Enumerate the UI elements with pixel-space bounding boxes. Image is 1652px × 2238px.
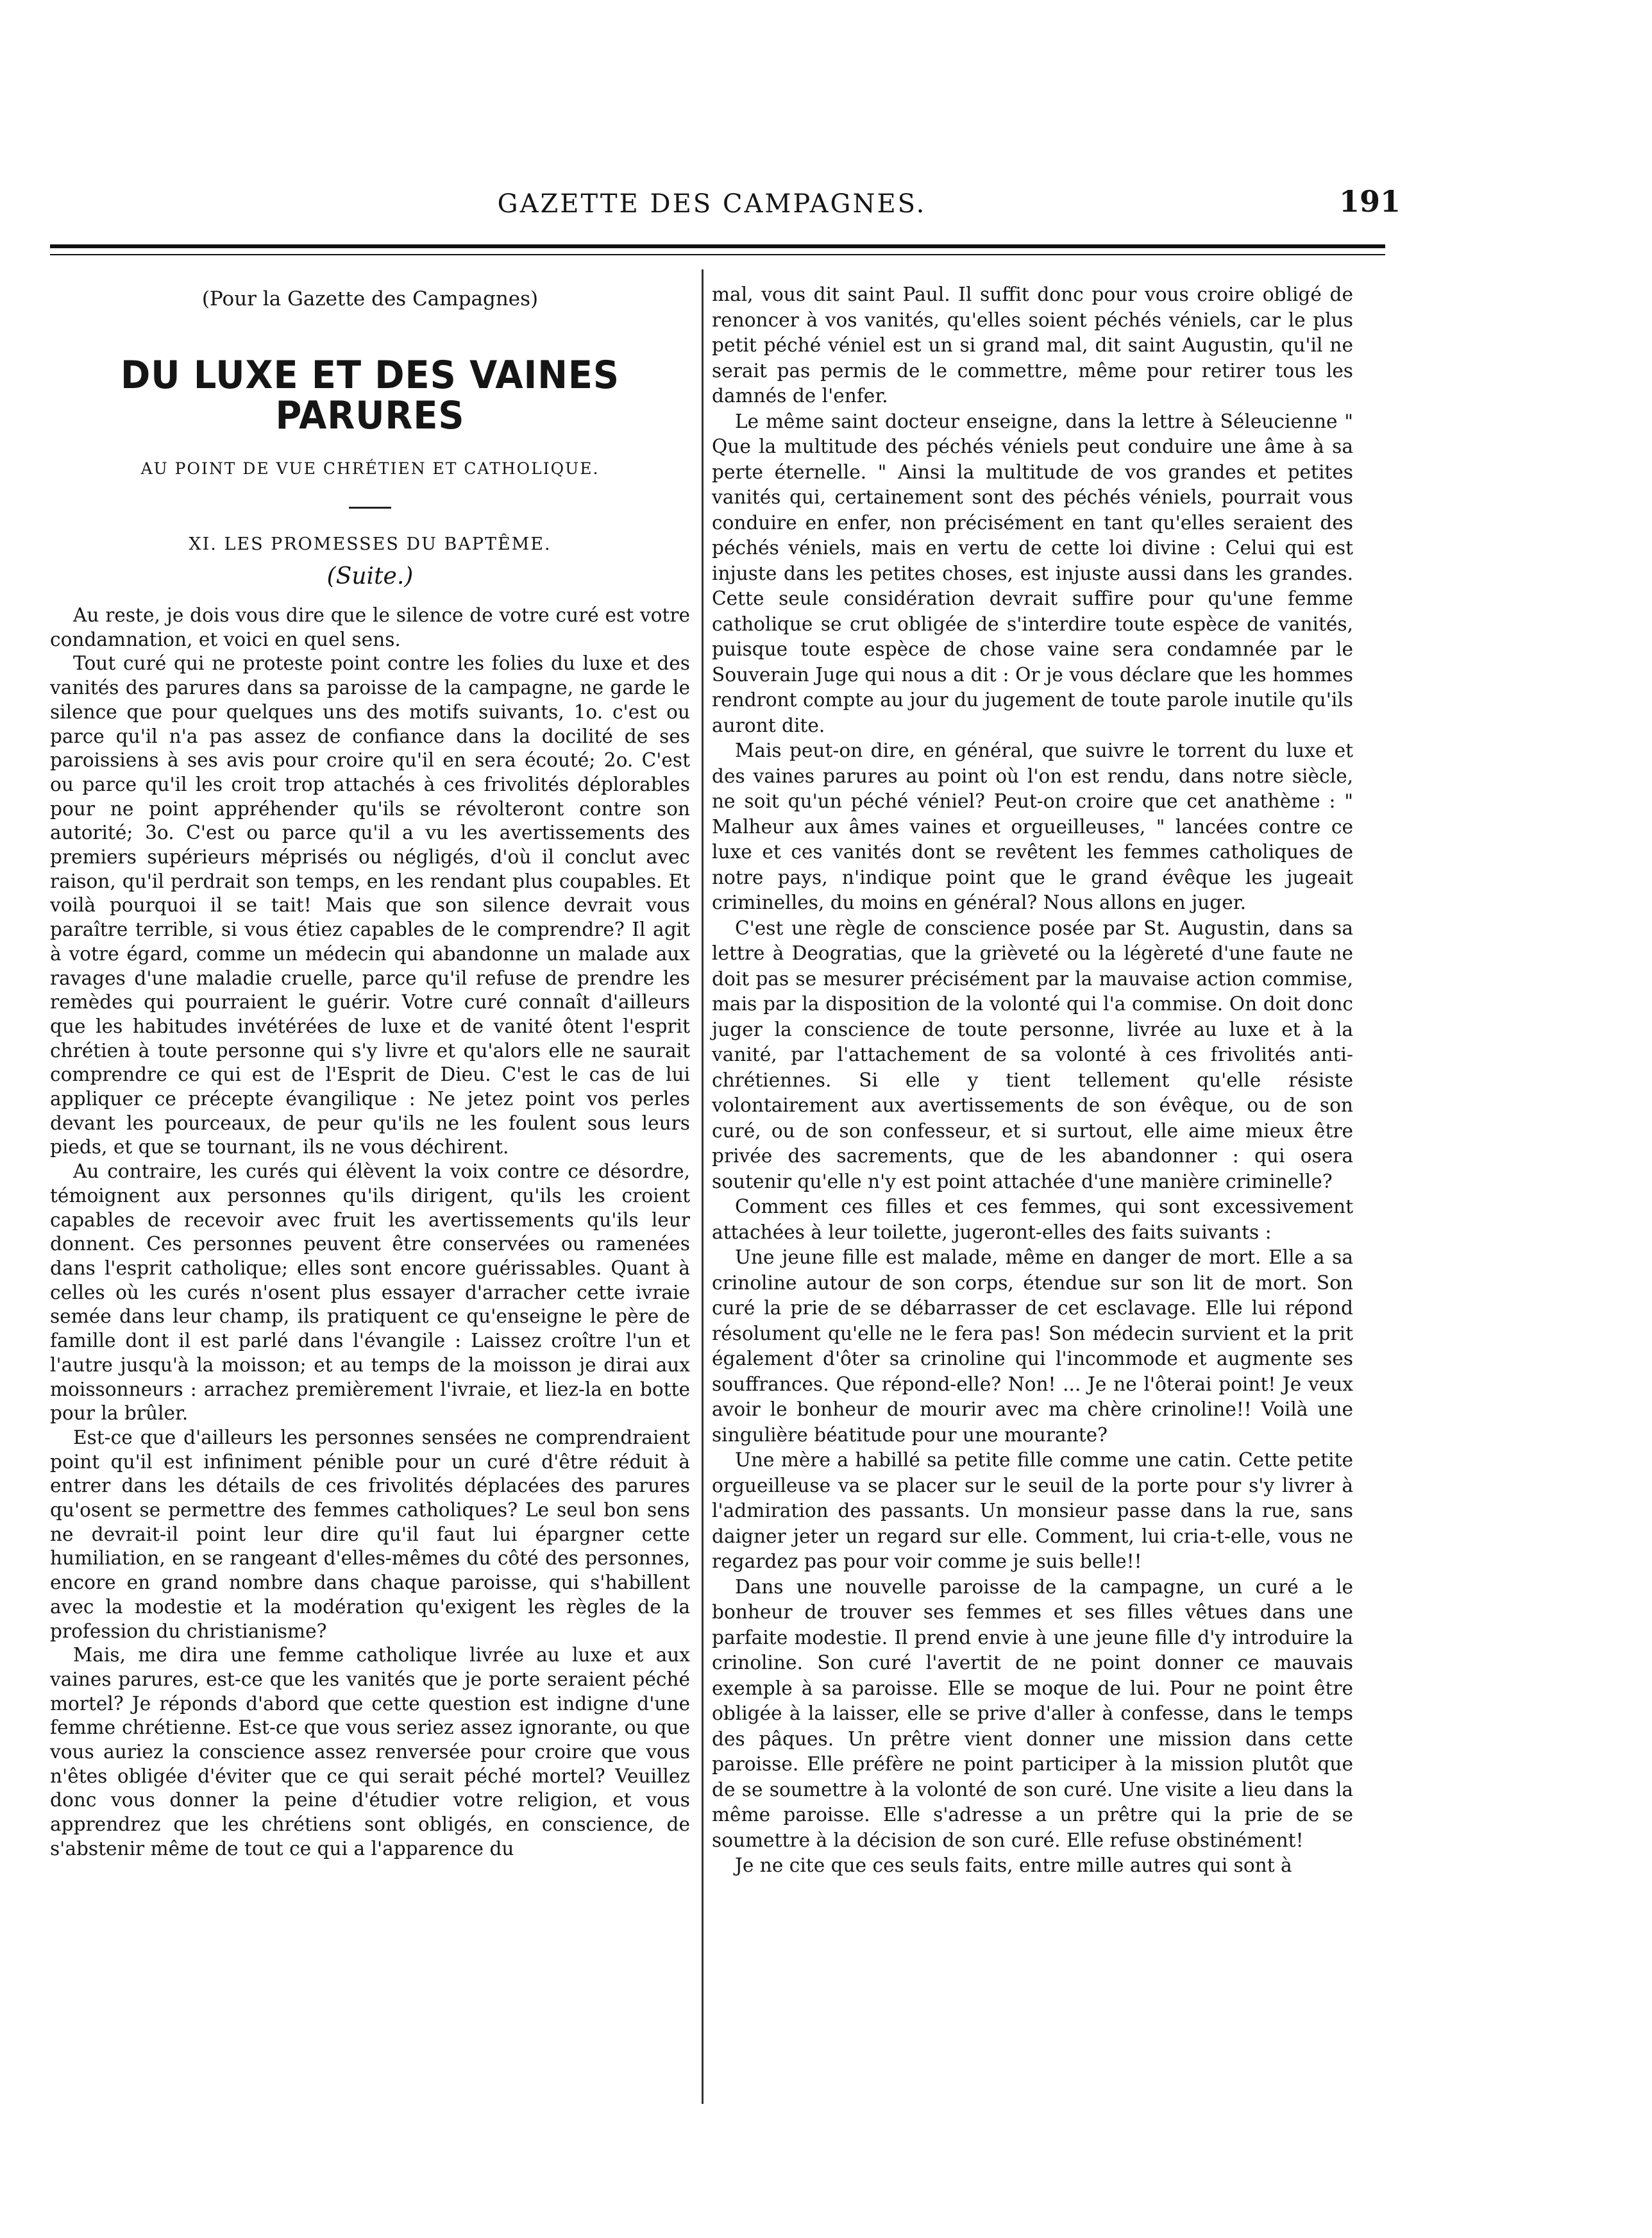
paragraph: Le même saint docteur enseigne, dans la lettre à Séleucienne " Que la multitude des péchés véniels peut conduire une âme à sa perte éternelle. " Ainsi la multitude de vos grandes et petites vanités qui, certainement sont des péchés véniels, pourrait vous conduire en enfer, non précisément en tant qu'elles seraient des péchés véniels, mais en vertu de cette loi divine : Celui qui est injuste dans les petites choses, est injuste aussi dans les grandes. Cette seule considération devrait suffire pour qu'une femme catholique se crut obligée de s'interdire toute espèce de vanités, puisque toute espèce de chose vaine sera condamnée par le Souverain Juge qui nous a dit : Or je vous déclare que les hommes rendront compte au jour du jugement de toute parole inutile qu'ils auront dite.	[712, 410, 1353, 736]
section-title: XI. LES PROMESSES DU BAPTÊME.	[189, 534, 552, 554]
paragraph: C'est une règle de conscience posée par St. Augustin, dans sa lettre à Deogratias, que la grièveté ou la légèreté d'une faute ne doit pas se mesurer précisément par la mauvaise action commise, mais par la disposition de la volonté qui l'a commise. On doit donc juger la conscience de toute personne, livrée au luxe et à la vanité, par l'attachement de sa volonté à ces frivolités anti-chrétiennes. Si elle y tient tellement qu'elle résiste volontairement aux avertissements de son évêque, ou de son curé, ou de son confesseur, et si surtout, elle aime mieux être privée des sacrements, que de les abandonner : qui osera soutenir qu'elle n'y est point attachée d'une manière criminelle?	[712, 917, 1353, 1192]
page-number: 191	[1339, 184, 1401, 219]
paragraph: Comment ces filles et ces femmes, qui sont excessivement attachées à leur toilette, jugeront-elles des faits suivants :	[712, 1196, 1353, 1243]
source-note: (Pour la Gazette des Campagnes)	[201, 287, 539, 310]
paragraph: Dans une nouvelle paroisse de la campagne, un curé a le bonheur de trouver ses femmes et ses filles vêtues dans une parfaite modestie. Il prend envie à une jeune fille d'y introduire la crinoline. Son curé l'avertit de ne point donner ce mauvais exemple à sa paroisse. Elle se moque de lui. Pour ne point être obligée à la laisser, elle se prive d'aller à confesse, dans le temps des pâques. Un prêtre vient donner une mission dans cette paroisse. Elle préfère ne point participer à la mission plutôt que de se soumettre à la volonté de son curé. Une visite a lieu dans la même paroisse. Elle s'adresse a un prêtre qui la prie de se soumettre à la décision de son curé. Elle refuse obstinément!	[712, 1575, 1353, 1851]
paragraph: Au reste, je dois vous dire que le silence de votre curé est votre condamnation, et voici en quel sens.	[50, 604, 690, 650]
paragraph: Est-ce que d'ailleurs les personnes sensées ne comprendraient point qu'il est infiniment pénible pour un curé d'être réduit à entrer dans les détails de ces frivolités déplacées des parures qu'osent se permettre des femmes catholiques? Le seul bon sens ne devrait-il point leur dire qu'il faut lui épargner cette humiliation, en se rangeant d'elles-mêmes du côté des personnes, encore en grand nombre dans chaque paroisse, qui s'habillent avec la modestie et la modération qu'exigent les règles de la profession du christianisme?	[50, 1426, 690, 1642]
paragraph: Une mère a habillé sa petite fille comme une catin. Cette petite orgueilleuse va se placer sur le seuil de la porte pour s'y livrer à l'admiration des passants. Un monsieur passe dans la rue, sans daigner jeter un regard sur elle. Comment, lui cria-t-elle, vous ne regardez pas pour voir comme je suis belle!!	[712, 1449, 1353, 1572]
column-divider	[702, 269, 704, 2104]
paragraph: mal, vous dit saint Paul. Il suffit donc pour vous croire obligé de renoncer à vos vanités, qu'elles soient péchés véniels, car le plus petit péché véniel est un si grand mal, dit saint Augustin, qu'il ne serait pas permis de le commettre, même pour retirer tous les damnés de l'enfer.	[712, 284, 1353, 407]
right-column	[712, 282, 1353, 1879]
paragraph: Tout curé qui ne proteste point contre les folies du luxe et des vanités des parures dans sa paroisse de la campagne, ne garde le silence que pour quelques uns des motifs suivants, 1o. c'est ou parce qu'il n'a pas assez de confiance dans la docilité de ses paroissiens à ses avis pour croire qu'il en sera écouté; 2o. C'est ou parce qu'il les croit trop attachés à ces frivolités déplorables pour ne point appréhender qu'ils se révolteront contre son autorité; 3o. C'est ou parce qu'il a vu les avertissements des premiers supérieurs méprisés ou négligés, d'où il conclut avec raison, qu'il perdrait son temps, en les rendant plus coupables. Et voilà pourquoi il se tait! Mais que son silence devrait vous paraître terrible, si vous étiez capables de le comprendre? Il agit à votre égard, comme un médecin qui abandonne un malade aux ravages d'une maladie cruelle, parce qu'il refuse de prendre les remèdes qui pourraient le guérir. Votre curé connaît d'ailleurs que les habitudes invétérées de luxe et de vanité ôtent l'esprit chrétien à toute personne qui s'y livre et qu'alors elle ne saurait comprendre ce qui est de l'Esprit de Dieu. C'est le cas de lui appliquer ce précepte évangilique : Ne jetez point vos perles devant les pourceaux, de peur qu'ils ne les foulent sous leurs pieds, et que se tournant, ils ne vous déchirent.	[50, 652, 690, 1158]
title-separator	[349, 507, 391, 509]
suite-label: (Suite.)	[326, 563, 414, 589]
paragraph: Mais, me dira une femme catholique livrée au luxe et aux vaines parures, est-ce que les vanités que je porte seraient péché mortel? Je réponds d'abord que cette question est indigne d'une femme chrétienne. Est-ce que vous seriez assez ignorante, ou que vous auriez la conscience assez renversée pour croire que vous n'êtes obligée d'éviter que ce qui serait péché mortel? Veuillez donc vous donner la peine d'étudier votre religion, et vous apprendrez que les chrétiens sont obligés, en conscience, de s'abstenir même de tout ce qui a l'apparence du	[50, 1644, 690, 1860]
left-column	[50, 282, 690, 1861]
right-body	[712, 282, 1353, 1879]
header-rule-thin	[50, 254, 1385, 255]
paragraph: Au contraire, les curés qui élèvent la voix contre ce désordre, témoignent aux personnes qu'ils dirigent, qu'ils les croient capables de recevoir avec fruit les avertissements qu'ils leur donnent. Ces personnes peuvent être conservées ou ramenées dans l'esprit catholique; elles sont encore guérissables. Quant à celles où les curés n'osent plus essayer d'arracher cette ivraie semée dans leur champ, ils pratiquent ce qu'enseigne le père de famille dont il est parlé dans l'évangile : Laissez croître l'un et l'autre jusqu'à la moisson; et au temps de la moisson je dirai aux moissonneurs : arrachez premièrement l'ivraie, et liez-la en botte pour la brûler.	[50, 1160, 690, 1425]
paragraph: Une jeune fille est malade, même en danger de mort. Elle a sa crinoline autour de son corps, étendue sur son lit de mort. Son curé la prie de se débarrasser de cet esclavage. Elle lui répond résolument qu'elle ne le fera pas! Son médecin survient et la prit également d'ôter sa crinoline qui l'incommode et augmente ses souffrances. Que répond-elle? Non! ... Je ne l'ôterai point! Je veux avoir le bonheur de mourir avec ma chère crinoline!! Voilà une singulière béatitude pour une mourante?	[712, 1246, 1353, 1446]
paragraph: Je ne cite que ces seuls faits, entre mille autres qui sont à	[735, 1854, 1292, 1876]
left-body	[50, 604, 690, 1861]
article-title: DU LUXE ET DES VAINES PARURES	[120, 353, 620, 438]
header-rule-thick	[50, 244, 1385, 248]
paragraph: Mais peut-on dire, en général, que suivre le torrent du luxe et des vaines parures au point où l'on est rendu, dans notre siècle, ne soit qu'un péché véniel? Peut-on croire que cet anathème : " Malheur aux âmes vaines et orgueilleuses, " lancées contre ce luxe et ces vanités dont se revêtent les femmes catholiques de notre pays, n'indique point que le grand évêque les jugeait criminelles, du moins en général? Nous allons en juger.	[712, 740, 1353, 913]
running-title: GAZETTE DES CAMPAGNES.	[497, 189, 927, 219]
article-subtitle: AU POINT DE VUE CHRÉTIEN ET CATHOLIQUE.	[140, 459, 600, 478]
